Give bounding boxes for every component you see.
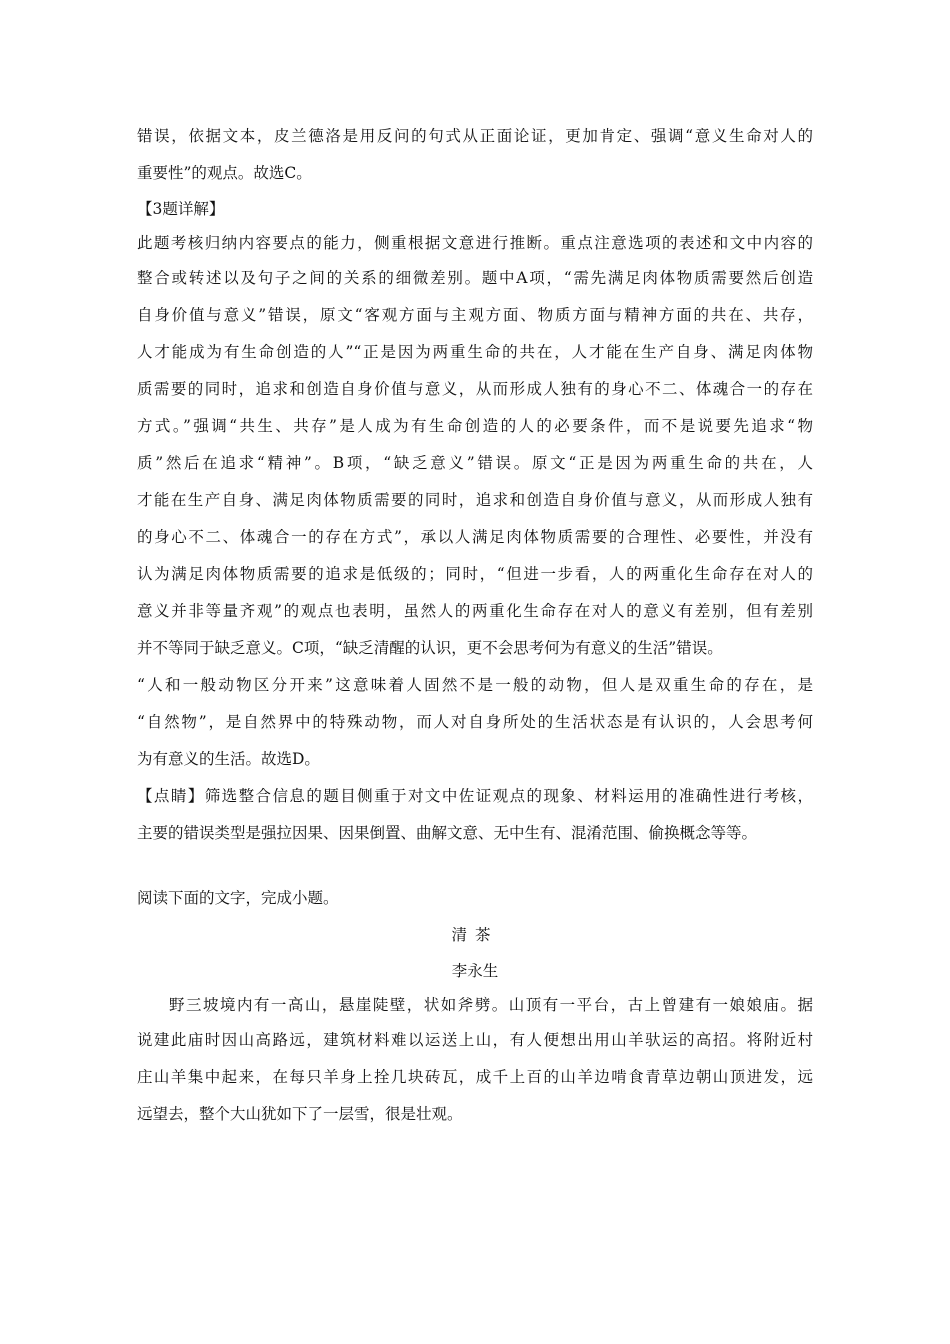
text-line: 并不等同于缺乏意义。C项，“缺乏清醒的认识，更不会思考何为有意义的生活”错误。 [137,639,723,657]
text-line: “自然物”，是自然界中的特殊动物，而人对自身所处的生活状态是有认识的，人会思考何 [137,713,813,731]
document-page [137,118,813,1133]
q3-explanation [137,226,813,778]
answer-continuation [137,118,813,192]
text-line: 质需要的同时，追求和创造自身价值与意义，从而形成人独有的身心不二、体魂合一的存在 [137,380,813,398]
text-line: 【点睛】筛选整合信息的题目侧重于对文中佐证观点的现象、材料运用的准确性进行考核， [137,787,813,805]
spacer [137,852,813,880]
text-line: 人才能成为有生命创造的人”“正是因为两重生命的共在，人才能在生产自身、满足肉体物 [137,343,813,361]
text-line: 此题考核归纳内容要点的能力，侧重根据文意进行推断。重点注意选项的表述和文中内容的 [137,234,813,252]
text-line: 整合或转述以及句子之间的关系的细微差别。题中A项，“需先满足肉体物质需要然后创造 [137,269,813,287]
text-line: 远望去，整个大山犹如下了一层雪，很是壮观。 [137,1105,463,1123]
text-line: 说建此庙时因山高路远，建筑材料难以运送上山，有人便想出用山羊驮运的高招。将附近村 [137,1031,813,1049]
text-line: 主要的错误类型是强拉因果、因果倒置、曲解文意、无中生有、混淆范围、偷换概念等等。 [137,824,758,842]
text-line: 方式。”强调“共生、共存”是人成为有生命创造的人的必要条件，而不是说要先追求“物 [137,417,813,435]
text-line: 认为满足肉体物质需要的追求是低级的；同时，“但进一步看，人的两重化生命存在对人的 [137,565,813,583]
text-line: 为有意义的生活。故选D。 [137,750,320,768]
story-body [137,988,813,1133]
text-line: 的身心不二、体魂合一的存在方式”，承以人满足肉体物质需要的合理性、必要性，并没有 [137,528,813,546]
section-heading-q3: 【3题详解】 [137,200,225,218]
text-line: 质”然后在追求“精神”。B项，“缺乏意义”错误。原文“正是因为两重生命的共在，人 [137,454,813,472]
text-line: 重要性”的观点。故选C。 [137,164,312,182]
text-line: 庄山羊集中起来，在每只羊身上拴几块砖瓦，成千上百的山羊边啃食青草边朝山顶进发，远 [137,1068,813,1086]
text-line: 错误，依据文本，皮兰德洛是用反问的句式从正面论证，更加肯定、强调“意义生命对人的 [137,127,813,145]
story-title: 清茶 [451,926,499,944]
story-author: 李永生 [451,962,499,980]
text-line: 自身价值与意义”错误，原文“客观方面与主观方面、物质方面与精神方面的共在、共存， [137,306,813,324]
text-line: 意义并非等量齐观”的观点也表明，虽然人的两重化生命存在对人的意义有差别，但有差别 [137,602,813,620]
text-line: 野三坡境内有一高山，悬崖陡壁，状如斧劈。山顶有一平台，古上曾建有一娘娘庙。据 [169,996,813,1014]
text-line: 才能在生产自身、满足肉体物质需要的同时，追求和创造自身价值与意义，从而形成人独有 [137,491,813,509]
reading-instruction: 阅读下面的文字，完成小题。 [137,889,339,907]
key-point-note [137,778,813,852]
text-line: “人和一般动物区分开来”这意味着人固然不是一般的动物，但人是双重生命的存在，是 [137,676,813,694]
